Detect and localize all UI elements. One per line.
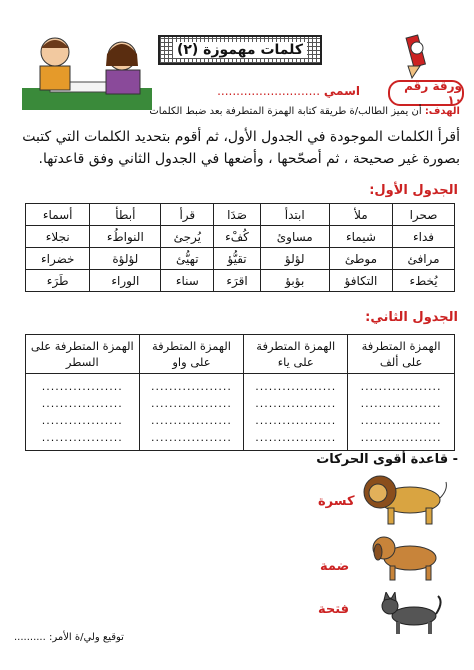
rule-title: - قاعدة أقوى الحركات bbox=[316, 452, 458, 467]
table-cell: صَدَا bbox=[214, 204, 260, 226]
table-cell: شيماء bbox=[329, 226, 392, 248]
sheet-number-label: ورقة رقم ١٠ bbox=[404, 79, 462, 107]
cat-icon bbox=[376, 592, 444, 636]
goal-label: الهدف: bbox=[424, 106, 460, 117]
lion-icon bbox=[360, 470, 450, 526]
table-row bbox=[26, 270, 455, 292]
table-cell: خضراء bbox=[26, 248, 90, 270]
worksheet-title: كلمات مهموزة (٢) bbox=[173, 42, 307, 58]
table2-title: الجدول الثاني: bbox=[365, 310, 458, 325]
table-row bbox=[26, 374, 455, 451]
table-cell: بؤبؤ bbox=[260, 270, 329, 292]
table-row bbox=[26, 248, 455, 270]
table-cell: ملأ bbox=[329, 204, 392, 226]
column-header: الهمزة المتطرفة على السطر bbox=[26, 335, 140, 374]
table1-title: الجدول الأول: bbox=[369, 183, 458, 198]
parent-signature: توقيع ولي/ة الأمر: .......... bbox=[14, 632, 124, 643]
name-label: اسمي bbox=[323, 84, 360, 98]
table-cell: لؤلؤ bbox=[260, 248, 329, 270]
answer-dots: .................. bbox=[41, 431, 123, 444]
answer-cell[interactable] bbox=[139, 374, 244, 451]
answer-dots: .................. bbox=[360, 397, 442, 410]
table-cell: نجلاء bbox=[26, 226, 90, 248]
answers-table bbox=[25, 334, 455, 451]
table-cell: فداء bbox=[393, 226, 455, 248]
answer-cell[interactable] bbox=[244, 374, 348, 451]
table-cell: ابتدأ bbox=[260, 204, 329, 226]
worksheet-title-box bbox=[158, 35, 322, 65]
name-line bbox=[192, 84, 360, 98]
answer-dots: .................. bbox=[255, 397, 337, 410]
table-cell: صحرا bbox=[393, 204, 455, 226]
table-cell: تقيُّؤ bbox=[214, 248, 260, 270]
answer-dots: .................. bbox=[150, 380, 232, 393]
name-dots: ........................... bbox=[217, 84, 321, 98]
column-header: الهمزة المتطرفة على ألف bbox=[348, 335, 455, 374]
goal-text: أن يميز الطالب/ة طريقة كتابة الهمزة المتطرفة بعد ضبط الكلمات bbox=[149, 106, 422, 117]
vowel-fatha: فتحة bbox=[318, 602, 350, 617]
answer-dots: .................. bbox=[41, 414, 123, 427]
table-cell: أبطأ bbox=[90, 204, 161, 226]
table-row bbox=[26, 226, 455, 248]
table-cell: تهيُّئ bbox=[161, 248, 214, 270]
table-cell: النواطُء bbox=[90, 226, 161, 248]
vowel-damma: ضمة bbox=[320, 559, 350, 574]
table-cell: يُخطء bbox=[393, 270, 455, 292]
table-cell: مرافئ bbox=[393, 248, 455, 270]
table-cell: لؤلؤة bbox=[90, 248, 161, 270]
answer-cell[interactable] bbox=[348, 374, 455, 451]
column-header: الهمزة المتطرفة على ياء bbox=[244, 335, 348, 374]
table-cell: موطئ bbox=[329, 248, 392, 270]
kids-reading-illustration bbox=[10, 30, 170, 115]
answer-dots: .................. bbox=[255, 380, 337, 393]
table-cell: سناء bbox=[161, 270, 214, 292]
answer-dots: .................. bbox=[360, 380, 442, 393]
table-cell: الوراء bbox=[90, 270, 161, 292]
table-cell: يُرجئ bbox=[161, 226, 214, 248]
words-table bbox=[25, 203, 455, 292]
sheet-number-badge bbox=[388, 80, 464, 106]
table-cell: طَرَء bbox=[26, 270, 90, 292]
answer-dots: .................. bbox=[41, 397, 123, 410]
answer-dots: .................. bbox=[255, 431, 337, 444]
dog-icon bbox=[368, 530, 446, 582]
table-cell: قرأ bbox=[161, 204, 214, 226]
instructions: أقرأ الكلمات الموجودة في الجدول الأول، ثم أقوم بتحديد الكلمات التي كتبت بصورة غير صحيحة ، ثم أصحّحها ، وأضعها في الجدول الثاني وفق قاعدتها. bbox=[22, 129, 460, 167]
pencil-mascot-icon bbox=[400, 32, 434, 80]
answer-dots: .................. bbox=[41, 380, 123, 393]
answer-dots: .................. bbox=[150, 431, 232, 444]
table-cell: أسماء bbox=[26, 204, 90, 226]
table-cell: مساوئ bbox=[260, 226, 329, 248]
answer-cell[interactable] bbox=[26, 374, 140, 451]
answer-dots: .................. bbox=[360, 414, 442, 427]
table-cell: التكافؤ bbox=[329, 270, 392, 292]
table-row bbox=[26, 204, 455, 226]
answer-dots: .................. bbox=[255, 414, 337, 427]
column-header: الهمزة المتطرفة على واو bbox=[139, 335, 244, 374]
vowel-kasra: كسرة bbox=[318, 494, 355, 509]
answer-dots: .................. bbox=[150, 414, 232, 427]
table-cell: اقرَء bbox=[214, 270, 260, 292]
answer-dots: .................. bbox=[150, 397, 232, 410]
table-cell: كُفْء bbox=[214, 226, 260, 248]
answer-dots: .................. bbox=[360, 431, 442, 444]
table-header-row bbox=[26, 335, 455, 374]
goal-line bbox=[40, 106, 460, 117]
